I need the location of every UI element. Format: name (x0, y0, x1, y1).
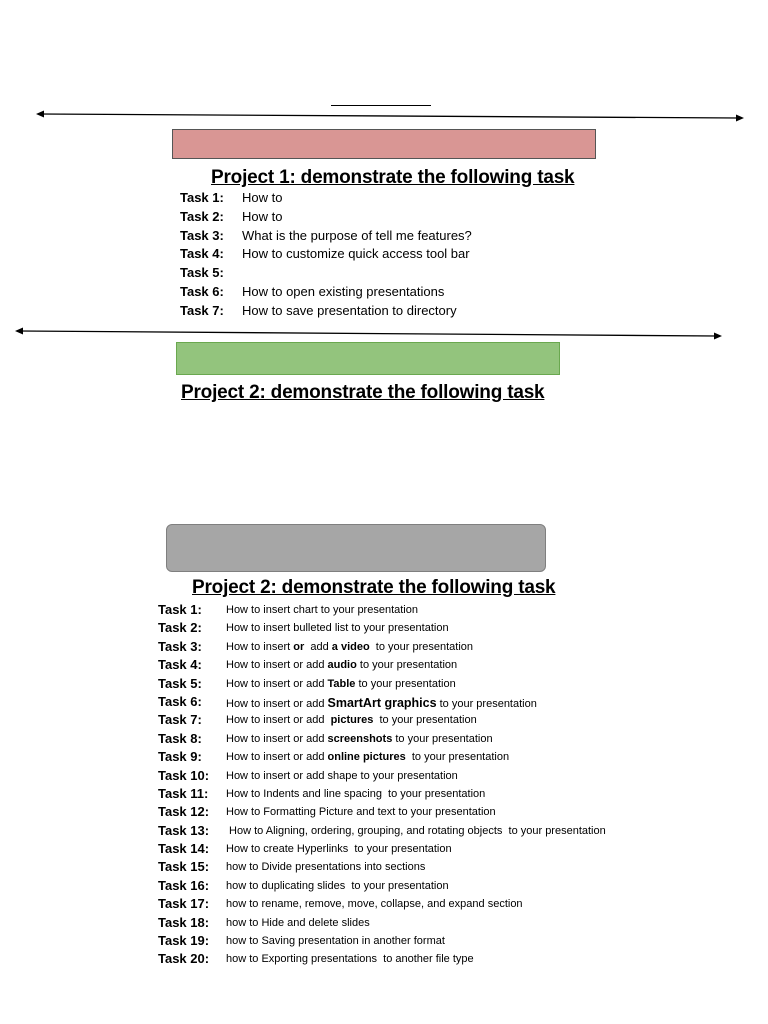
task-text: How to save presentation to directory (242, 302, 457, 318)
task-label: Task 19: (158, 933, 210, 949)
task-text: How to (242, 208, 283, 224)
task-text-part: How to insert or add (226, 677, 328, 690)
task-text-part: to your presentation (355, 677, 456, 690)
task-text: How to insert bulleted list to your presentation (226, 622, 449, 635)
task-text: How to Indents and line spacing to your presentation (226, 787, 486, 800)
task-label: Task 5: (180, 265, 224, 281)
task-text: What is the purpose of tell me features? (242, 227, 472, 243)
task-label: Task 5: (158, 675, 202, 691)
task-label: Task 13: (158, 822, 210, 838)
task-text-part: to your presentation (392, 732, 493, 745)
project1-color-bar (172, 129, 596, 159)
task-label: Task 2: (180, 208, 224, 224)
task-text: How to insert or add shape to your presentation (226, 769, 458, 782)
task-text-part: How to insert (226, 640, 294, 653)
task-label: Task 8: (158, 730, 202, 746)
task-text: how to rename, remove, move, collapse, and expand section (226, 898, 523, 911)
task-text (226, 696, 537, 710)
task-text-bold: or (293, 640, 305, 653)
task-text (226, 659, 457, 671)
task-text (226, 751, 509, 763)
task-label: Task 1: (158, 602, 202, 617)
task-text-part: to your presentation (356, 659, 458, 672)
task-text (226, 678, 456, 690)
project2-color-bar (176, 342, 560, 375)
task-text (226, 714, 477, 726)
task-text: how to Saving presentation in another format (226, 935, 445, 948)
task-text: How to insert chart to your presentation (226, 604, 418, 616)
task-text-part: to your presentation (436, 697, 537, 710)
task-text-part: How to insert or add (226, 697, 328, 710)
task-label: Task 2: (158, 620, 202, 636)
project2-gray-bar (166, 524, 546, 572)
task-text: How to customize quick access tool bar (242, 246, 470, 262)
task-text-bold: Table (327, 677, 356, 690)
double-arrow-line-top (0, 106, 768, 126)
task-text-bold: screenshots (327, 732, 393, 745)
task-label: Task 6: (158, 693, 202, 709)
task-text: how to Hide and delete slides (226, 916, 370, 929)
task-text-part: to your presentation (373, 714, 477, 727)
task-text: how to Divide presentations into sections (226, 861, 426, 874)
task-text-part: to your presentation (405, 751, 510, 764)
task-text: How to create Hyperlinks to your presentation (226, 843, 452, 856)
task-label: Task 7: (158, 712, 202, 728)
task-label: Task 3: (180, 227, 224, 243)
task-text-bold: a video (331, 640, 370, 653)
task-label: Task 11: (158, 785, 209, 801)
task-label: Task 16: (158, 877, 210, 893)
task-text (226, 733, 493, 745)
project1-heading: Project 1: demonstrate the following task (211, 167, 575, 188)
project2-heading: Project 2: demonstrate the following task (181, 382, 545, 403)
task-text: How to Aligning, ordering, grouping, and rotating objects to your presentation (226, 824, 606, 837)
task-text: how to duplicating slides to your presentation (226, 879, 449, 892)
task-label: Task 10: (158, 767, 210, 783)
task-text-bold: audio (327, 659, 357, 672)
project2b-heading: Project 2: demonstrate the following task (192, 577, 556, 598)
task-text-part: How to insert or add (226, 732, 328, 745)
task-text: How to (242, 190, 283, 205)
task-text-part: add (304, 640, 332, 653)
task-label: Task 3: (158, 638, 202, 654)
task-label: Task 9: (158, 749, 202, 765)
task-text-part: How to insert or add (226, 751, 328, 764)
task-label: Task 14: (158, 841, 210, 857)
task-label: Task 6: (180, 283, 224, 299)
task-text: How to open existing presentations (242, 283, 445, 299)
task-text-part: How to insert or add (226, 659, 328, 672)
task-text-part: to your presentation (369, 640, 474, 653)
double-arrow-line-middle (0, 324, 768, 344)
task-text: How to Formatting Picture and text to your presentation (226, 806, 496, 819)
task-text-bold: pictures (330, 714, 374, 727)
task-text-bold: SmartArt graphics (327, 695, 437, 710)
task-text-part: How to insert or add (226, 714, 331, 727)
task-label: Task 15: (158, 859, 210, 875)
task-label: Task 1: (180, 190, 224, 205)
task-text-bold: online pictures (327, 751, 406, 764)
task-text: how to Exporting presentations to another file type (226, 953, 474, 966)
task-text (226, 641, 473, 653)
task-label: Task 17: (158, 896, 210, 912)
task-label: Task 12: (158, 804, 210, 820)
task-label: Task 20: (158, 951, 210, 967)
task-label: Task 4: (180, 246, 224, 262)
task-label: Task 18: (158, 914, 210, 930)
task-label: Task 4: (158, 657, 202, 673)
task-label: Task 7: (180, 302, 224, 318)
